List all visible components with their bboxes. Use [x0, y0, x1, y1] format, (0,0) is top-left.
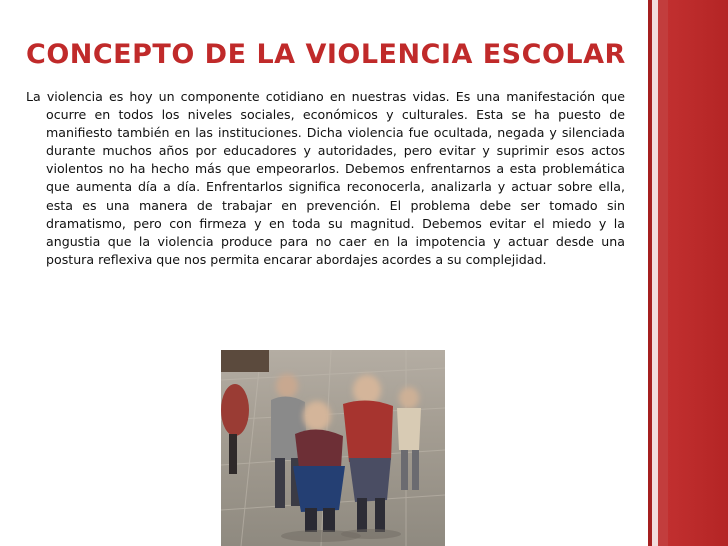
schoolyard-fight-photo: [221, 350, 445, 546]
photo-illustration: [221, 350, 445, 546]
decorative-side-band: [648, 0, 728, 546]
paragraph-1: La violencia es hoy un componente cotidiano en nuestras vidas. Es una manifestación que ocurre en todos los niveles sociales, económicos y culturales. Esta se ha puesto de manifiesto también en las instituciones. Dicha violencia fue ocultada, negada y silenciada durante muchos años por educadores y autoridades, pero evitar y suprimir esos actos violentos no ha hecho más que empeorarlos.: [26, 89, 625, 177]
band-stripe-main: [668, 0, 728, 546]
paragraph-3: El problema debe ser tomado sin dramatismo, pero con firmeza y en toda su magnitud. Debemos evitar el miedo y la angustia que la violencia produce para no caer en la impotencia y actuar desde una postura reflexiva que nos permita encarar abordajes acordes a su complejidad.: [46, 197, 625, 267]
slide-title: CONCEPTO DE LA VIOLENCIA ESCOLAR: [26, 39, 626, 70]
paragraph-2: Debemos enfrentarnos a esta problemática que aumenta día a día. Enfrentarlos significa reconocerla, analizarla y actuar sobre ella, esta es una manera de trabajar en prevención.: [46, 161, 625, 213]
slide-body: [26, 88, 625, 269]
band-stripe-mid: [658, 0, 668, 546]
